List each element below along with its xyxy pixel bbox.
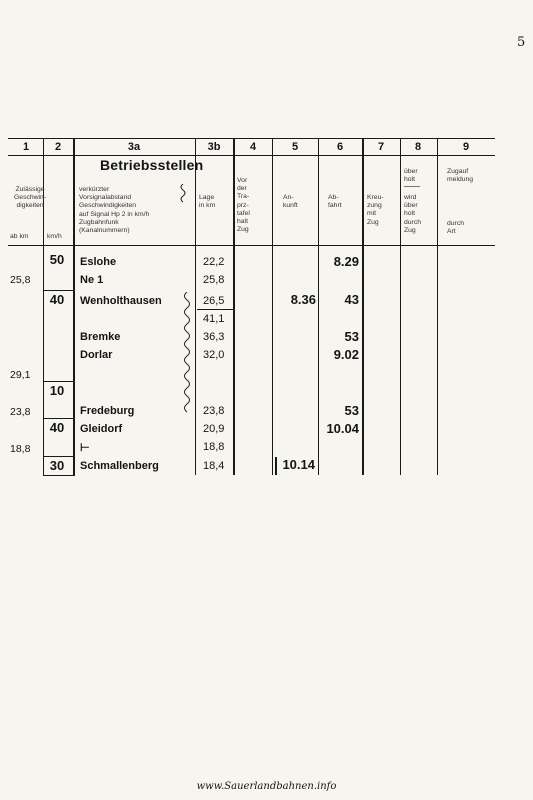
speed-divider-2 — [43, 381, 73, 382]
column-number-rule — [8, 155, 495, 156]
header-col7-label: Kreu- zung mit Zug — [367, 194, 384, 226]
departure-dorlar: 9.02 — [333, 347, 359, 362]
header-col9-bottom: durch Art — [447, 220, 465, 236]
speed-10: 10 — [49, 383, 65, 398]
wavy-line-icon — [181, 292, 193, 416]
col-divider-3b-4 — [233, 138, 235, 475]
header-bottom-rule — [8, 245, 495, 246]
column-number-1: 1 — [22, 141, 30, 153]
km-ne1: 25,8 — [203, 274, 225, 286]
table-top-rule — [8, 138, 495, 139]
station-schmallenberg: Schmallenberg — [80, 460, 159, 472]
limit-18-8: 18,8 — [10, 443, 31, 455]
speed-40-second: 40 — [49, 420, 65, 435]
km-41-1: 41,1 — [203, 313, 225, 325]
col-divider-4-5 — [272, 138, 273, 475]
speed-divider-3 — [43, 418, 73, 419]
departure-wenholthausen: 43 — [344, 292, 359, 307]
column-number-6: 6 — [336, 141, 344, 153]
km-bremke: 36,3 — [203, 331, 225, 343]
station-eslohe: Eslohe — [80, 256, 117, 268]
station-ne1: Ne 1 — [80, 274, 104, 286]
header-col8-divider — [404, 186, 420, 187]
station-junction-symbol: ⊢ — [80, 442, 90, 454]
limit-29-1: 29,1 — [10, 369, 31, 381]
column-number-9: 9 — [462, 141, 470, 153]
column-number-4: 4 — [249, 141, 257, 153]
header-col9-top: Zugauf meldung — [447, 168, 474, 184]
speed-divider-4 — [43, 456, 73, 457]
km-dorlar: 32,0 — [203, 349, 225, 361]
column-number-3b: 3b — [207, 141, 221, 153]
column-number-7: 7 — [377, 141, 385, 153]
col-divider-8-9 — [437, 138, 438, 475]
km-gleidorf: 20,9 — [203, 423, 225, 435]
header-col3b-label: Lage in km — [199, 194, 216, 210]
speed-50: 50 — [49, 252, 65, 267]
speed-divider-1 — [43, 290, 73, 291]
station-gleidorf: Gleidorf — [80, 423, 123, 435]
speed-box-right — [73, 138, 75, 475]
arrival-wenholthausen: 8.36 — [290, 292, 316, 307]
limit-23-8: 23,8 — [10, 406, 31, 418]
km-junction: 18,8 — [203, 441, 225, 453]
km-eslohe: 22,2 — [203, 256, 225, 268]
col-divider-6-7 — [362, 138, 364, 475]
column-number-2: 2 — [54, 141, 62, 153]
km-schmallenberg: 18,4 — [203, 460, 225, 472]
arrival-schmallenberg: 10.14 — [282, 457, 315, 472]
header-col8-top: über holt — [404, 168, 418, 184]
col-divider-5-6 — [318, 138, 319, 475]
header-col2-unit: km/h — [47, 233, 62, 240]
header-col6-label: Ab- fahrt — [328, 194, 342, 210]
speed-box-bottom — [43, 475, 75, 476]
header-col8-bottom: wird über holt durch Zug — [404, 194, 422, 234]
column-number-5: 5 — [291, 141, 299, 153]
speed-30: 30 — [49, 458, 65, 473]
col-divider-3a-3b — [195, 138, 196, 475]
header-wavy-line-icon — [178, 184, 188, 204]
departure-gleidorf: 10.04 — [326, 421, 359, 436]
header-col1-unit: ab km — [10, 233, 29, 240]
speed-40: 40 — [49, 292, 65, 307]
header-col1-label: Zulässige Geschwin- digkeiten — [14, 186, 47, 210]
station-bremke: Bremke — [80, 331, 121, 343]
station-dorlar: Dorlar — [80, 349, 113, 361]
station-wenholthausen: Wenholthausen — [80, 295, 162, 307]
betriebsstellen-title: Betriebsstellen — [100, 157, 204, 173]
col-divider-7-8 — [400, 138, 401, 475]
departure-bremke: 53 — [344, 329, 359, 344]
station-fredeburg: Fredeburg — [80, 405, 135, 417]
footer-url: www.Sauerlandbahnen.info — [196, 781, 337, 792]
km-underline — [197, 309, 233, 310]
header-col4-label: Vor der Tra- prz- tafel halt Zug — [237, 177, 250, 234]
km-fredeburg: 23,8 — [203, 405, 225, 417]
departure-eslohe: 8.29 — [333, 254, 359, 269]
departure-fredeburg: 53 — [344, 403, 359, 418]
km-wenholthausen: 26,5 — [203, 295, 225, 307]
page-number: 5 — [517, 35, 526, 50]
limit-25-8: 25,8 — [10, 274, 31, 286]
header-col5-label: An- kunft — [283, 194, 298, 210]
column-number-3a: 3a — [127, 141, 141, 153]
column-number-8: 8 — [414, 141, 422, 153]
header-col3a-label: verkürzter Vorsignalabstand Geschwindigkeiten auf Signal Hp 2 in km/h Zugbahnfunk (Kanalnummern) — [79, 186, 150, 235]
